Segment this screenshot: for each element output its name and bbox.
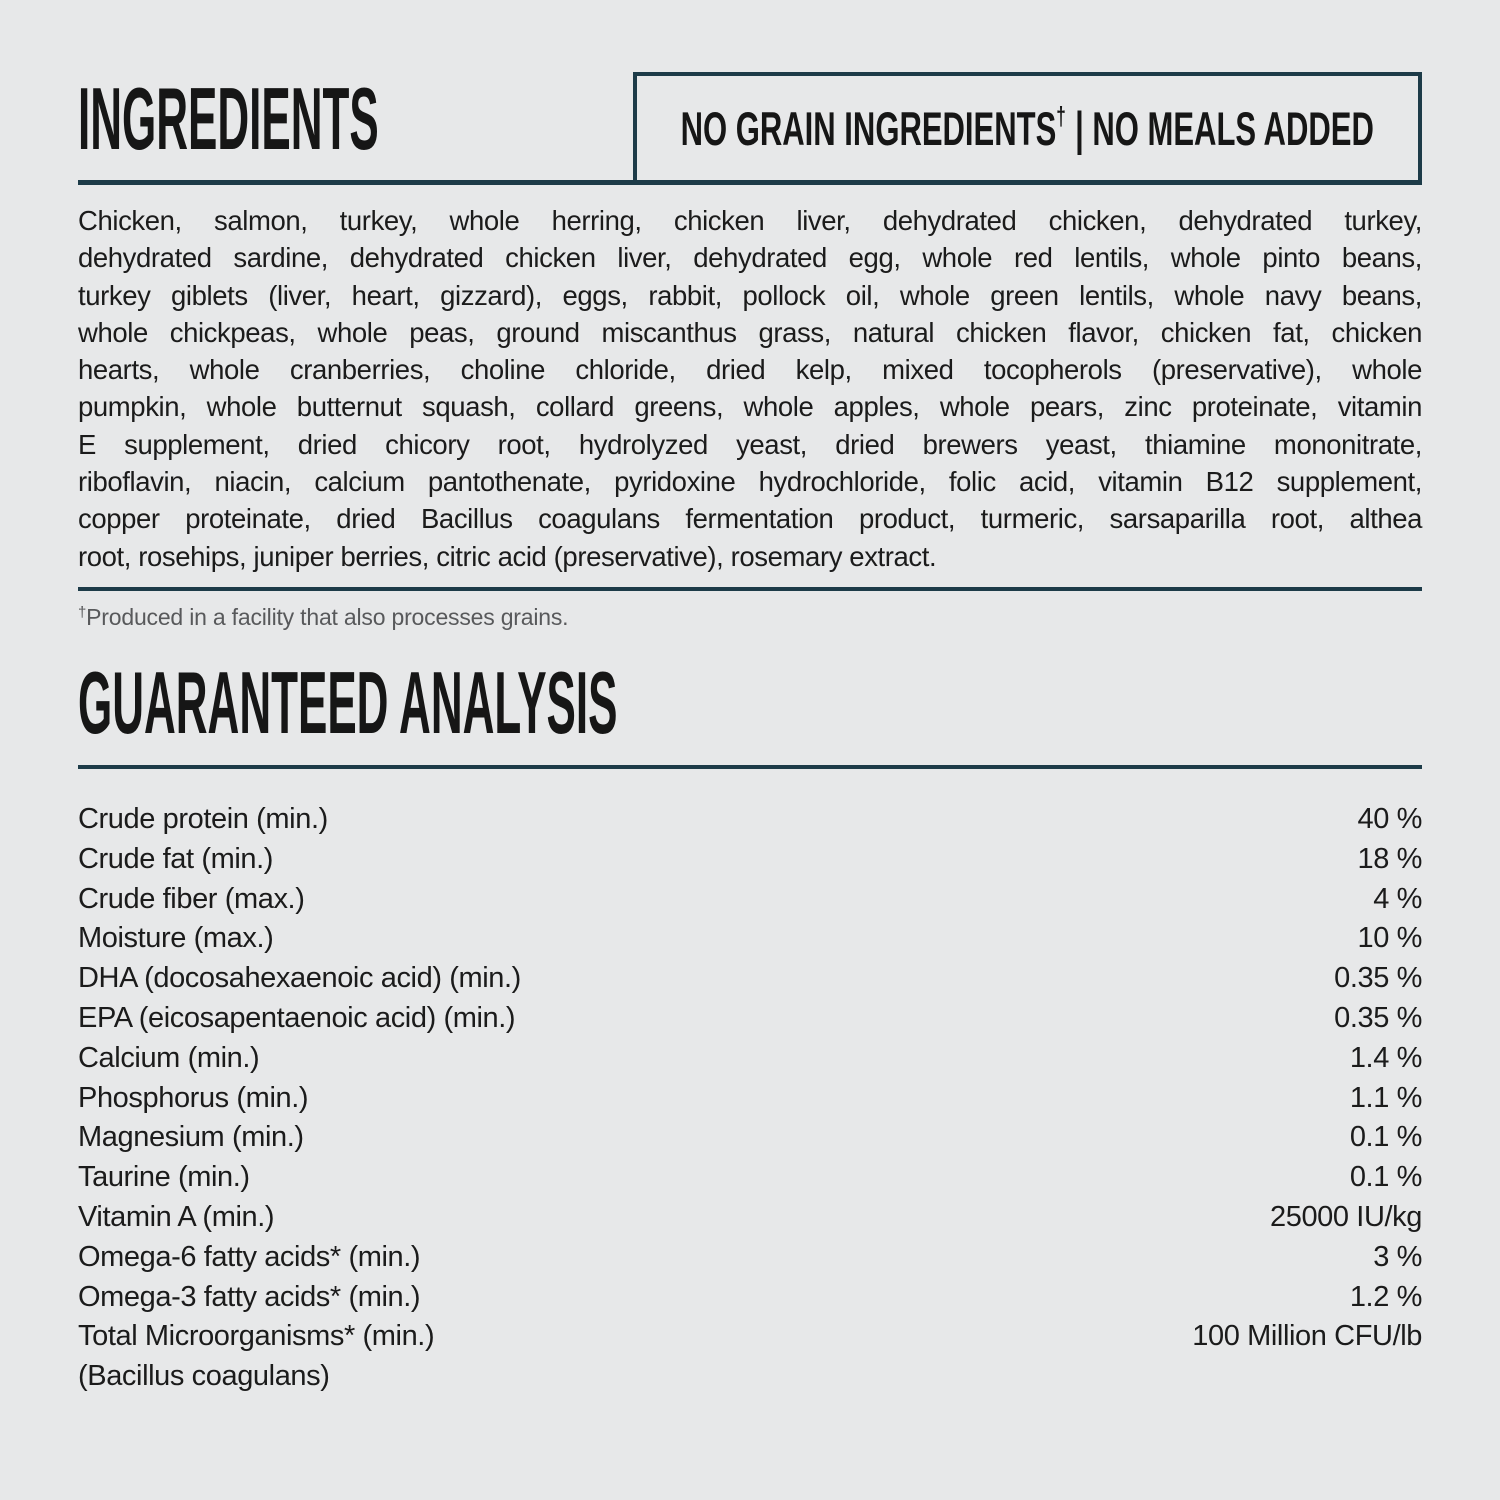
analysis-row: [78, 919, 1422, 959]
analysis-row-value: 0.35 %: [1334, 1001, 1422, 1034]
analysis-row-value: 18 %: [1357, 842, 1422, 875]
ingredients-line: hearts, whole cranberries, choline chloride, dried kelp, mixed tocopherols (preservative), whole: [78, 354, 1422, 386]
analysis-row-label: Moisture (max.): [78, 922, 274, 955]
ingredients-line: riboflavin, niacin, calcium pantothenate, pyridoxine hydrochloride, folic acid, vitamin B12 supplement,: [78, 466, 1422, 498]
guaranteed-analysis-header: [78, 652, 1422, 752]
ingredients-line: E supplement, dried chicory root, hydrolyzed yeast, dried brewers yeast, thiamine mononitrate,: [78, 428, 1422, 460]
analysis-row: [78, 1079, 1422, 1119]
analysis-row: [78, 1158, 1422, 1198]
ingredients-header: [78, 69, 1422, 185]
analysis-row-label: Vitamin A (min.): [78, 1200, 275, 1233]
analysis-row: [78, 1317, 1422, 1357]
analysis-row: [78, 800, 1422, 840]
header-rule: [78, 180, 1422, 185]
guaranteed-analysis-table: [78, 800, 1422, 1397]
analysis-row-value: 0.1 %: [1349, 1121, 1422, 1154]
analysis-row-label: Calcium (min.): [78, 1041, 260, 1074]
analysis-row: [78, 1238, 1422, 1278]
analysis-rule: [78, 765, 1422, 769]
guaranteed-analysis-title: GUARANTEED ANALYSIS: [78, 652, 618, 752]
no-grain-badge: [633, 72, 1422, 185]
analysis-row: [78, 959, 1422, 999]
analysis-row-value: 0.35 %: [1334, 962, 1422, 995]
analysis-row: [78, 1198, 1422, 1238]
analysis-row-label: EPA (eicosapentaenoic acid) (min.): [78, 1001, 516, 1034]
analysis-row: [78, 1357, 1422, 1397]
analysis-row-label: Magnesium (min.): [78, 1121, 304, 1154]
analysis-row-value: 1.4 %: [1349, 1041, 1422, 1074]
analysis-row-value: 100 Million CFU/lb: [1192, 1320, 1422, 1353]
analysis-row-label: Omega-3 fatty acids* (min.): [78, 1280, 421, 1313]
analysis-row-label: Total Microorganisms* (min.): [78, 1320, 435, 1353]
analysis-row-label: Taurine (min.): [78, 1161, 250, 1194]
analysis-row-label: Phosphorus (min.): [78, 1081, 309, 1114]
ingredients-line: pumpkin, whole butternut squash, collard greens, whole apples, whole pears, zinc proteinate, vitamin: [78, 391, 1422, 423]
ingredients-line: copper proteinate, dried Bacillus coagulans fermentation product, turmeric, sarsaparilla root, althea: [78, 503, 1422, 535]
badge-dagger: †: [1056, 101, 1067, 131]
analysis-row-value: 0.1 %: [1349, 1161, 1422, 1194]
analysis-row: [78, 1039, 1422, 1079]
analysis-row: [78, 840, 1422, 880]
badge-text-part1: NO GRAIN INGREDIENTS: [680, 102, 1057, 155]
footnote-dagger: †: [78, 603, 87, 621]
analysis-row-value: 1.2 %: [1349, 1280, 1422, 1313]
analysis-row-value: 1.1 %: [1349, 1081, 1422, 1114]
analysis-row-value: 25000 IU/kg: [1270, 1200, 1422, 1233]
analysis-row-value: 4 %: [1373, 882, 1422, 915]
analysis-row-label: Crude fat (min.): [78, 842, 274, 875]
grain-footnote: [78, 604, 1422, 631]
analysis-row: [78, 1278, 1422, 1318]
ingredients-line: root, rosehips, juniper berries, citric acid (preservative), rosemary extract.: [78, 540, 937, 572]
analysis-row-value: 3 %: [1373, 1240, 1422, 1273]
badge-text-part2: | NO MEALS ADDED: [1075, 102, 1375, 155]
ingredients-line: whole chickpeas, whole peas, ground miscanthus grass, natural chicken flavor, chicken fat, chicken: [78, 316, 1422, 348]
analysis-row: [78, 880, 1422, 920]
analysis-row: [78, 999, 1422, 1039]
ingredients-line: turkey giblets (liver, heart, gizzard), eggs, rabbit, pollock oil, whole green lentils, whole navy beans,: [78, 279, 1422, 311]
label-panel: [0, 69, 1500, 1500]
analysis-row-label: (Bacillus coagulans): [78, 1360, 330, 1393]
ingredients-line: Chicken, salmon, turkey, whole herring, chicken liver, dehydrated chicken, dehydrated turkey,: [78, 205, 1422, 236]
divider-rule: [78, 587, 1422, 591]
analysis-row-label: Crude fiber (max.): [78, 882, 305, 915]
analysis-row-label: Crude protein (min.): [78, 802, 328, 835]
no-grain-badge-text: [681, 101, 1374, 156]
footnote-text: Produced in a facility that also processes grains.: [86, 603, 569, 630]
analysis-row-label: DHA (docosahexaenoic acid) (min.): [78, 962, 521, 995]
analysis-row-value: 40 %: [1357, 802, 1422, 835]
analysis-row-value: 10 %: [1357, 922, 1422, 955]
analysis-row-label: Omega-6 fatty acids* (min.): [78, 1240, 421, 1273]
analysis-row: [78, 1118, 1422, 1158]
ingredients-paragraph: [78, 202, 1422, 575]
ingredients-title: INGREDIENTS: [78, 69, 379, 168]
ingredients-line: dehydrated sardine, dehydrated chicken liver, dehydrated egg, whole red lentils, whole pinto beans,: [78, 242, 1422, 274]
